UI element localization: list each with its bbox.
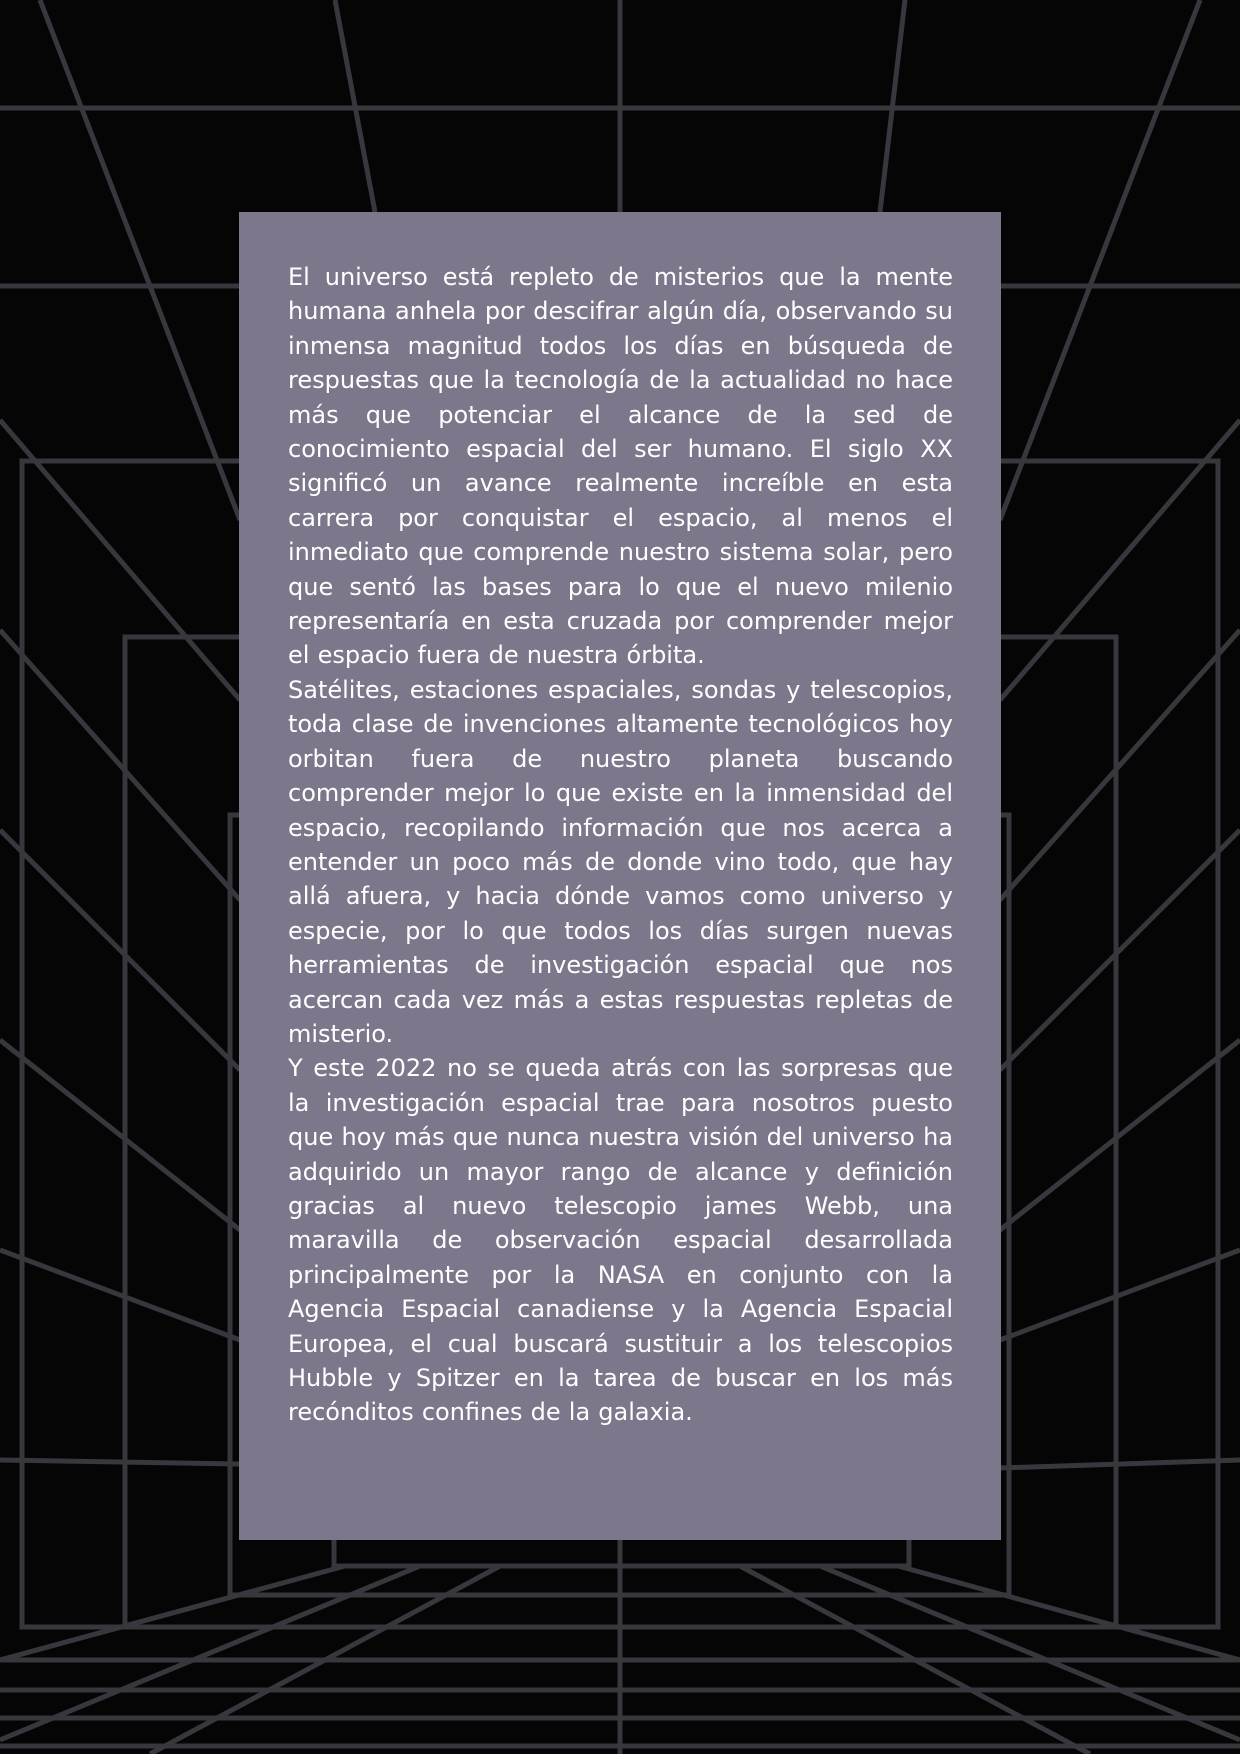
grid-line xyxy=(1000,830,1240,1070)
article-paragraph-1: El universo está repleto de misterios que la mente humana anhela por descifrar algún día, observando su inmensa magnitud todos los días en búsqueda de respuestas que la tecnología de la actualidad no hace más que potenciar el alcance de la sed de conocimiento espacial del ser humano. El siglo XX significó un avance realmente increíble en esta carrera por conquistar el espacio, al menos el inmediato que comprende nuestro sistema solar, pero que sentó las bases para lo que el nuevo milenio representaría en esta cruzada por comprender mejor el espacio fuera de nuestra órbita. xyxy=(288,263,953,670)
grid-line xyxy=(0,1040,240,1230)
grid-line xyxy=(1000,1250,1240,1340)
article-paragraph-2: Satélites, estaciones espaciales, sondas y telescopios, toda clase de invenciones altamente tecnológicos hoy orbitan fuera de nuestro planeta buscando comprender mejor lo que existe en la inmensidad del espacio, recopilando información que nos acerca a entender un poco más de donde vino todo, que hay allá afuera, y hacia dónde vamos como universo y especie, por lo que todos los días surgen nuevas herramientas de investigación espacial que nos acercan cada vez más a estas respuestas repletas de misterio. xyxy=(288,675,953,1048)
grid-line xyxy=(0,1566,420,1740)
grid-line xyxy=(0,1250,240,1340)
grid-line xyxy=(1000,1460,1240,1468)
grid-line xyxy=(898,1566,1240,1660)
grid-line xyxy=(820,1566,1240,1740)
grid-line xyxy=(1000,630,1240,900)
grid-line xyxy=(0,1566,345,1660)
grid-line xyxy=(40,0,240,520)
article-paragraph-3: Y este 2022 no se queda atrás con las sorpresas que la investigación espacial trae para nosotros puesto que hoy más que nunca nuestra visión del universo ha adquirido un mayor rango de alcance y definición gracias al nuevo telescopio james Webb, una maravilla de observación espacial desarrollada principalmente por la NASA en conjunto con la Agencia Espacial canadiense y la Agencia Espacial Europea, el cual buscará sustituir a los telescopios Hubble y Spitzer en la tarea de buscar en los más recónditos confines de la galaxia. xyxy=(288,1054,953,1427)
grid-line xyxy=(0,630,240,900)
grid-line xyxy=(1000,0,1200,520)
grid-line xyxy=(0,1460,240,1464)
grid-line xyxy=(1000,1040,1240,1230)
grid-line xyxy=(0,830,240,1070)
text-panel xyxy=(239,212,1001,1540)
